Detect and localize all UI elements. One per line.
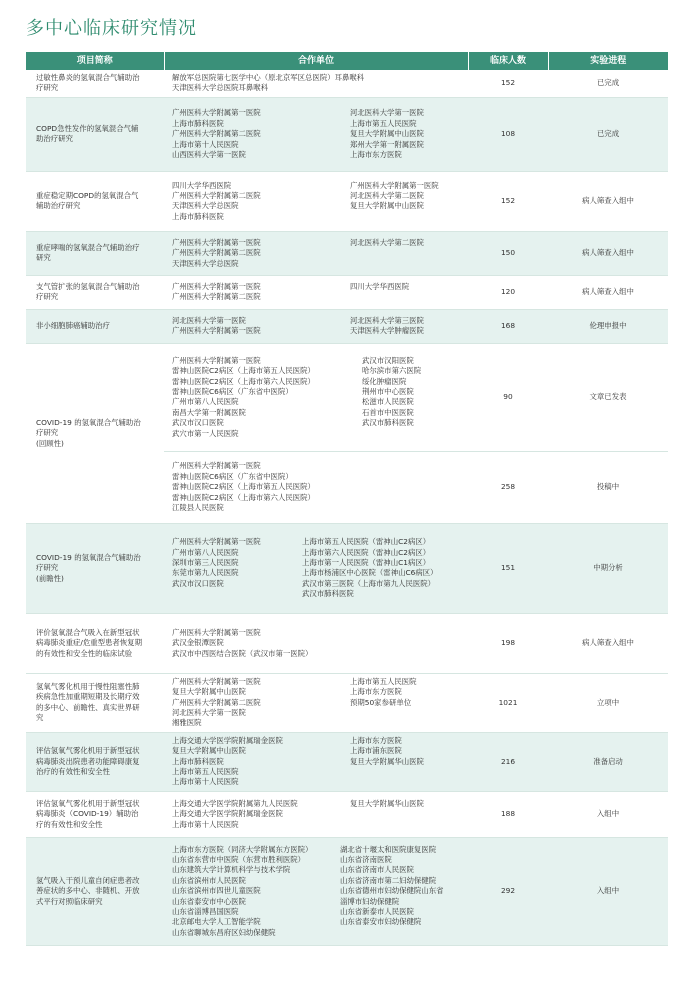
table-row [26, 837, 668, 945]
project-name-cell [26, 673, 164, 732]
partner-unit: 山东省聊城东昌府区妇幼保健院 [172, 927, 276, 937]
partner-unit: 上海市第五人民医院 [350, 676, 417, 686]
partner-unit: 广州市第八人民医院 [172, 547, 239, 557]
project-name: COVID-19 的氢氧混合气辅助治疗研究 (回顾性) [36, 417, 141, 448]
partner-unit: 深圳市第三人民医院 [172, 557, 239, 567]
participant-count: 198 [468, 613, 548, 673]
partner-units-cell [164, 275, 468, 309]
table-row [26, 97, 668, 171]
project-name-cell [26, 275, 164, 309]
header-project: 项目简称 [26, 52, 164, 70]
progress-status: 立项中 [548, 673, 668, 732]
partner-unit: 广州医科大学附属第一医院 [172, 237, 261, 247]
partner-unit: 郑州大学第一附属医院 [350, 139, 424, 149]
partner-units-cell [164, 791, 468, 837]
participant-count: 168 [468, 309, 548, 343]
progress-status: 病人筛查入组中 [548, 613, 668, 673]
partner-unit: 四川大学华西医院 [172, 180, 232, 190]
partner-unit: 山东省济南医院 [340, 854, 392, 864]
partner-unit: 河北医科大学第三医院 [350, 315, 424, 325]
partner-unit: 广州市第八人民医院 [172, 397, 239, 407]
partner-unit: 哈尔滨市第六医院 [362, 366, 422, 376]
partner-unit: 石首市中医医院 [362, 407, 414, 417]
partner-unit: 广州医科大学附属第一医院 [172, 326, 261, 336]
project-name-cell [26, 97, 164, 171]
partner-unit: 上海市第一人民医院（雷神山C1病区） [302, 557, 431, 567]
progress-status: 伦理申报中 [548, 309, 668, 343]
partner-unit: 上海市杨浦区中心医院（雷神山C6病区） [302, 568, 438, 578]
partner-unit: 上海市东方医院 [350, 687, 402, 697]
partner-unit: 南昌大学第一附属医院 [172, 407, 246, 417]
partner-unit: 上海市东方医院 [350, 735, 402, 745]
partner-unit: 河北医科大学第一医院 [172, 315, 246, 325]
partner-unit: 上海交通大学医学院附属瑞金医院 [172, 735, 283, 745]
partner-unit: 荆州市中心医院 [362, 386, 414, 396]
partner-unit: 上海市肺科医院 [172, 211, 224, 221]
partner-unit: 山东省淄博昌国医院 [172, 906, 239, 916]
partner-unit: 广州医科大学附属第二医院 [172, 292, 261, 302]
progress-status: 病人筛查入组中 [548, 231, 668, 275]
table-row [26, 791, 668, 837]
project-name: 氢氧气雾化机用于慢性阻塞性肺疾病急性加重期短期及长期疗效的多中心、前瞻性、真实世界研究 [36, 682, 140, 723]
partner-unit: 武汉金银潭医院 [172, 638, 224, 648]
partner-unit: 上海市东方医院 [350, 149, 402, 159]
participant-count: 150 [468, 231, 548, 275]
partner-units-cell [164, 70, 468, 97]
partner-unit: 上海市第六人民医院（雷神山C2病区） [302, 547, 431, 557]
partner-unit: 河北医科大学第一医院 [350, 108, 424, 118]
partner-unit: 雷神山医院C2病区（上海市第五人民医院） [172, 366, 315, 376]
participant-count: 1021 [468, 673, 548, 732]
progress-status: 入组中 [548, 791, 668, 837]
project-name-cell [26, 343, 164, 523]
partner-unit: 预期50家参研单位 [350, 697, 412, 707]
partner-units-cell [164, 837, 468, 945]
participant-count: 188 [468, 791, 548, 837]
participant-count: 152 [468, 70, 548, 97]
partner-unit: 广州医科大学附属第一医院 [350, 180, 439, 190]
partner-unit: 上海市第五人民医院 [172, 767, 239, 777]
table-row [26, 523, 668, 613]
partner-unit: 上海市第五人民医院（雷神山C2病区） [302, 537, 431, 547]
project-name-cell [26, 523, 164, 613]
project-name-cell [26, 732, 164, 791]
partner-unit: 河北医科大学第一医院 [172, 708, 246, 718]
partner-unit: 山东省泰安市妇幼保健院 [340, 917, 422, 927]
partner-unit: 上海市第十人民医院 [172, 777, 239, 787]
partner-unit: 广州医科大学附属第二医院 [172, 190, 261, 200]
partner-unit: 北京邮电大学人工智能学院 [172, 917, 261, 927]
partner-unit: 湖北省十堰太和医院康复医院 [340, 844, 437, 854]
partner-unit: 武汉市第三医院（上海市第九人民医院） [302, 578, 436, 588]
partner-units-cell [164, 451, 468, 523]
partner-units-cell [164, 732, 468, 791]
partner-unit: 武汉市肺科医院 [302, 589, 354, 599]
partner-unit: 松滋市人民医院 [362, 397, 414, 407]
table-header-row [26, 52, 668, 70]
partner-unit: 广州医科大学附属第一医院 [172, 627, 261, 637]
partner-unit: 复旦大学附属中山医院 [172, 746, 246, 756]
partner-unit: 雷神山医院C2病区（上海市第六人民医院） [172, 376, 315, 386]
partner-unit: 广州医科大学附属第一医院 [172, 537, 261, 547]
partner-unit: 雷神山医院C6病区（广东省中医院） [172, 471, 293, 481]
partner-unit: 天津医科大学总医院 [172, 258, 239, 268]
table-row [26, 171, 668, 231]
partner-units-cell [164, 309, 468, 343]
partner-unit: 东莞市第九人民医院 [172, 568, 239, 578]
project-name-cell [26, 837, 164, 945]
partner-unit: 广州医科大学附属第二医院 [172, 697, 261, 707]
partner-unit: 上海市第五人民医院 [350, 118, 417, 128]
header-count: 临床人数 [468, 52, 548, 70]
partner-unit: 上海市肺科医院 [172, 756, 224, 766]
header-progress: 实验进程 [548, 52, 668, 70]
partner-unit: 上海市第十人民医院 [172, 819, 239, 829]
progress-status: 中期分析 [548, 523, 668, 613]
partner-unit: 山东省滨州市人民医院 [172, 875, 246, 885]
project-name: 重症哮喘的氢氧混合气辅助治疗研究 [36, 242, 140, 263]
participant-count: 258 [468, 451, 548, 523]
partner-unit: 雷神山医院C6病区（广东省中医院） [172, 386, 293, 396]
partner-unit: 山东省德州市妇幼保健院山东省 [340, 886, 444, 896]
partner-unit: 四川大学华西医院 [350, 281, 410, 291]
partner-unit: 上海交通大学医学院附属第九人民医院 [172, 798, 298, 808]
partner-unit: 武汉市中西医结合医院（武汉市第一医院） [172, 648, 313, 658]
partner-unit: 山东省泰安市中心医院 [172, 896, 246, 906]
partner-unit: 武汉市汉口医院 [172, 578, 224, 588]
partner-unit: 河北医科大学第二医院 [350, 190, 424, 200]
partner-unit: 绥化肿瘤医院 [362, 376, 407, 386]
partner-unit: 复旦大学附属中山医院 [350, 201, 424, 211]
progress-status: 文章已发表 [548, 343, 668, 451]
table-row [26, 343, 668, 451]
partner-unit: 天津医科大学总医院 [172, 201, 239, 211]
partner-unit: 广州医科大学附属第一医院 [172, 676, 261, 686]
participant-count: 292 [468, 837, 548, 945]
partner-unit: 上海交通大学医学院附属瑞金医院 [172, 809, 283, 819]
progress-status: 病人筛查入组中 [548, 275, 668, 309]
table-row [26, 70, 668, 97]
partner-unit: 武汉市汉阳医院 [362, 355, 414, 365]
partner-unit: 山东省新泰市人民医院 [340, 906, 414, 916]
progress-status: 入组中 [548, 837, 668, 945]
partner-unit: 山西医科大学第一医院 [172, 149, 246, 159]
partner-unit: 雷神山医院C2病区（上海市第六人民医院） [172, 492, 315, 502]
partner-unit: 广州医科大学附属第一医院 [172, 108, 261, 118]
partner-unit: 上海市肺科医院 [172, 118, 224, 128]
partner-unit: 湘雅医院 [172, 718, 202, 728]
project-name: 过敏性鼻炎的氢氧混合气辅助治疗研究 [36, 73, 140, 93]
partner-unit: 天津医科大学总医院耳鼻喉科 [172, 83, 269, 93]
partner-units-cell [164, 171, 468, 231]
page-title: 多中心临床研究情况 [26, 18, 197, 39]
header-partners: 合作单位 [164, 52, 468, 70]
project-name-cell [26, 613, 164, 673]
partner-unit: 复旦大学附属华山医院 [350, 798, 424, 808]
table-row [26, 673, 668, 732]
partner-units-cell [164, 523, 468, 613]
progress-status: 准备启动 [548, 732, 668, 791]
partner-unit: 淄博市妇幼保健院 [340, 896, 400, 906]
partner-unit: 广州医科大学附属第二医院 [172, 248, 261, 258]
partner-unit: 山东省东营市中医院（东营市胜利医院） [172, 854, 306, 864]
partner-unit: 广州医科大学附属第一医院 [172, 281, 261, 291]
partner-unit: 上海市浦东医院 [350, 746, 402, 756]
partner-unit: 复旦大学附属中山医院 [172, 687, 246, 697]
project-name-cell [26, 309, 164, 343]
partner-unit: 复旦大学附属中山医院 [350, 129, 424, 139]
progress-status: 已完成 [548, 97, 668, 171]
partner-unit: 江陵县人民医院 [172, 502, 224, 512]
progress-status: 投稿中 [548, 451, 668, 523]
project-name: COPD急性发作的氢氧混合气辅助治疗研究 [36, 123, 139, 144]
project-name-cell [26, 171, 164, 231]
project-name: 重症稳定期COPD的氢氧混合气辅助治疗研究 [36, 190, 139, 211]
participant-count: 90 [468, 343, 548, 451]
partner-unit: 雷神山医院C2病区（上海市第五人民医院） [172, 482, 315, 492]
project-name: 评价氢氧混合气吸入在新型冠状病毒肺炎重症/危重型患者恢复期的有效性和安全性的临床试验 [36, 627, 142, 658]
partner-unit: 天津医科大学肿瘤医院 [350, 326, 424, 336]
partner-units-cell [164, 231, 468, 275]
partner-unit: 广州医科大学附属第一医院 [172, 355, 261, 365]
partner-unit: 河北医科大学第二医院 [350, 237, 424, 247]
table-row [26, 732, 668, 791]
project-name-cell [26, 791, 164, 837]
partner-unit: 解放军总医院第七医学中心（原北京军区总医院）耳鼻喉科 [172, 73, 365, 82]
partner-unit: 武汉市肺科医院 [362, 418, 414, 428]
project-name: 支气管扩张的氢氧混合气辅助治疗研究 [36, 281, 140, 302]
partner-unit: 山东建筑大学计算机科学与技术学院 [172, 865, 291, 875]
table-body [26, 70, 668, 945]
participant-count: 108 [468, 97, 548, 171]
project-name: 非小细胞肺癌辅助治疗 [36, 321, 110, 331]
partner-units-cell [164, 343, 468, 451]
partner-unit: 复旦大学附属华山医院 [350, 756, 424, 766]
partner-units-cell [164, 613, 468, 673]
partner-unit: 武汉市汉口医院 [172, 418, 224, 428]
partner-units-cell [164, 673, 468, 732]
research-table [26, 52, 668, 946]
project-name-cell [26, 231, 164, 275]
participant-count: 152 [468, 171, 548, 231]
partner-unit: 上海市第十人民医院 [172, 139, 239, 149]
partner-unit: 上海市东方医院（同济大学附属东方医院） [172, 844, 313, 854]
partner-unit: 武穴市第一人民医院 [172, 428, 239, 438]
partner-units-cell [164, 97, 468, 171]
progress-status: 病人筛查入组中 [548, 171, 668, 231]
partner-unit: 山东省济南市第二妇幼保健院 [340, 875, 437, 885]
project-name-cell [26, 70, 164, 97]
table-row [26, 275, 668, 309]
progress-status: 已完成 [548, 70, 668, 97]
participant-count: 120 [468, 275, 548, 309]
partner-unit: 广州医科大学附属第二医院 [172, 129, 261, 139]
project-name: 评估氢氧气雾化机用于新型冠状病毒肺炎（COVID-19）辅助治疗的有效性和安全性 [36, 798, 140, 829]
participant-count: 151 [468, 523, 548, 613]
project-name: 氢气吸入干预儿童自闭症患者改善症状的多中心、非随机、开放式平行对照临床研究 [36, 875, 140, 906]
partner-unit: 山东省济南市人民医院 [340, 865, 414, 875]
partner-unit: 山东省滨州市四世儿童医院 [172, 886, 261, 896]
project-name: COVID-19 的氢氧混合气辅助治疗研究 (前瞻性) [36, 552, 141, 583]
partner-unit: 广州医科大学附属第一医院 [172, 461, 261, 471]
table-row [26, 309, 668, 343]
table-row [26, 231, 668, 275]
table-row [26, 613, 668, 673]
project-name: 评估氢氧气雾化机用于新型冠状病毒肺炎出院患者功能障碍康复治疗的有效性和安全性 [36, 746, 140, 777]
participant-count: 216 [468, 732, 548, 791]
